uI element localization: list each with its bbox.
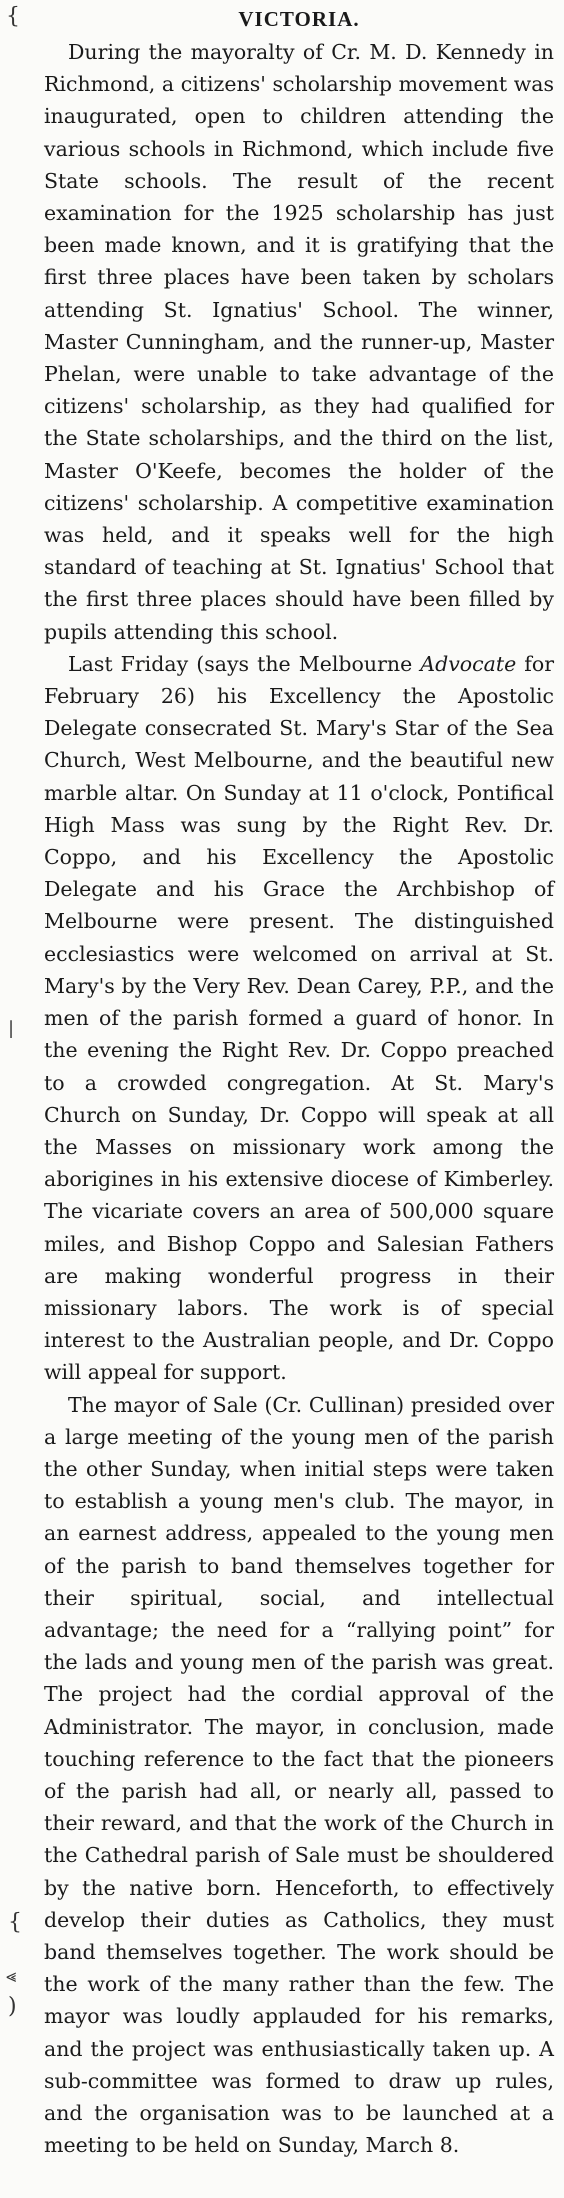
paragraph-text: for February 26) his Excellency the Apostolic Delegate consecrated St. Mary's Star of the Sea Church, West Melbourne, and the beautiful new marble altar. On Sunday at 11 o'clock, Pontifical High Mass was sung by the Right Rev. Dr. Coppo, and his Excellency the Apostolic Delegate and his Grace the Archbishop of Melbourne were present. The distinguished ecclesiastics were welcomed on arrival at St. Mary's by the Very Rev. Dean Carey, P.P., and the men of the parish formed a guard of honor. In the evening the Right Rev. Dr. Coppo preached to a crowded congregation. At St. Mary's Church on Sunday, Dr. Coppo will speak at all the Masses on missionary work among the aborigines in his extensive diocese of Kimberley. The vicariate covers an area of 500,000 square miles, and Bishop Coppo and Salesian Fathers are making wonderful progress in their missionary labors. The work is of special interest to the Australian people, and Dr. Coppo will appeal for support. (44, 651, 555, 1385)
article-headline: VICTORIA. (238, 7, 360, 31)
article-paragraph (44, 36, 554, 648)
article-paragraph (44, 1389, 554, 2162)
article (44, 6, 554, 2161)
margin-mark: | (8, 1018, 15, 1039)
publication-name: Advocate (420, 651, 517, 676)
paragraph-text: During the mayoralty of Cr. M. D. Kennedy in Richmond, a citizens' scholarship movement was inaugurated, open to children attending the various schools in Richmond, which include five State schools. The result of the recent examination for the 1925 scholarship has just been made known, and it is gratifying that the first three places have been taken by scholars attending St. Ignatius' School. The winner, Master Cunningham, and the runner-up, Master Phelan, were unable to take advantage of the citizens' scholarship, as they had qualified for the State scholarships, and the third on the list, Master O'Keefe, becomes the holder of the citizens' scholarship. A competitive examination was held, and it speaks well for the high standard of teaching at St. Ignatius' School that the first three places should have been filled by pupils attending this school. (44, 40, 554, 644)
margin-mark: { (6, 4, 20, 29)
article-paragraph (44, 648, 554, 1389)
margin-mark: { (8, 1910, 22, 1935)
paragraph-text: The mayor of Sale (Cr. Cullinan) presided over a large meeting of the young men of the parish the other Sunday, when initial steps were taken to establish a young men's club. The mayor, in an earnest address, appealed to the young men of the parish to band themselves together for their spiritual, social, and intellectual advantage; the need for a “rallying point” for the lads and young men of the parish was great. The project had the cordial approval of the Administrator. The mayor, in conclusion, made touching reference to the fact that the pioneers of the parish had all, or nearly all, passed to their reward, and that the work of the Church in the Cathedral parish of Sale must be shouldered by the native born. Henceforth, to effectively develop their duties as Catholics, they must band themselves together. The work should be the work of the many rather than the few. The mayor was loudly applauded for his remarks, and the project was enthusiastically taken up. A sub-committee was formed to draw up rules, and the organisation was to be launched at a meeting to be held on Sunday, March 8. (44, 1392, 554, 2158)
margin-mark: ⪡ (6, 1966, 17, 1987)
paragraph-text: Last Friday (says the Melbourne (68, 651, 421, 676)
margin-mark: ) (8, 1994, 17, 2019)
